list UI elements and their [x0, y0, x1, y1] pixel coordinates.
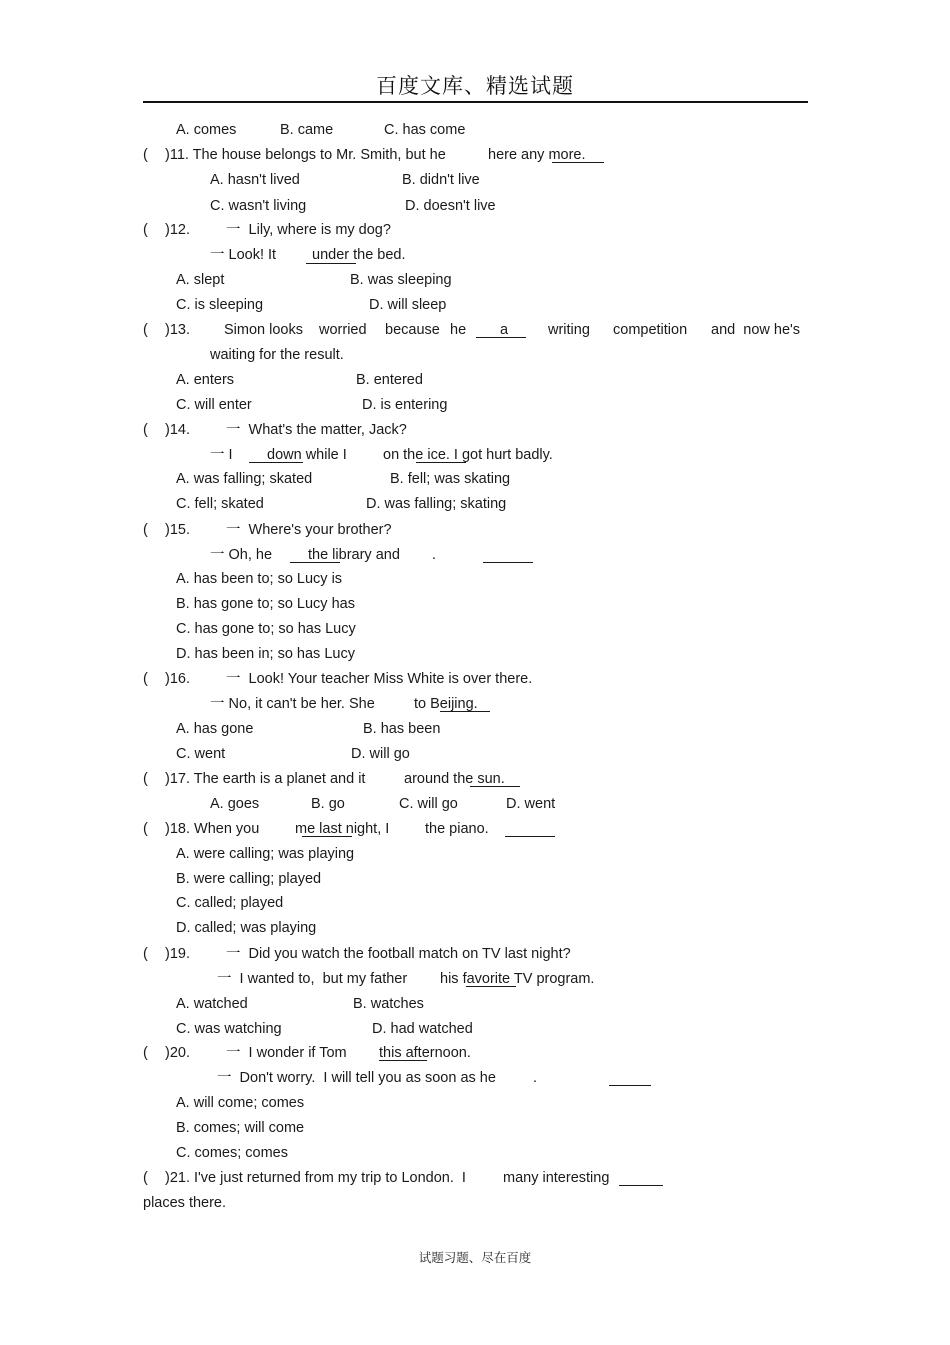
option-d: D. called; was playing [176, 920, 317, 936]
option-b: B. was sleeping [350, 272, 452, 288]
answer-blank [249, 462, 303, 463]
question-number: )20. [165, 1045, 190, 1061]
stem-word: and now he's [711, 322, 801, 338]
header-title: 百度文库、精选试题 [376, 74, 574, 98]
answer-blank [552, 162, 604, 163]
option-d: D. was falling; skating [366, 496, 507, 512]
question-number: )13. [165, 322, 190, 338]
option-b: B. entered [356, 372, 423, 388]
stem-word: competition [613, 322, 688, 338]
question-number: )12. [165, 222, 190, 238]
option-d: D. went [506, 796, 556, 812]
dialogue-line-2: 一 Oh, he [210, 547, 273, 563]
dialogue-line-2: 一 Look! It [210, 247, 277, 263]
question-stem-end: the piano. [425, 821, 489, 837]
question-stem: )18. When you [165, 821, 260, 837]
question-number: )15. [165, 522, 190, 538]
option-c: C. is sleeping [176, 297, 264, 313]
dialogue-line-2-end: on the ice. I got hurt badly. [383, 447, 553, 463]
answer-paren: ( [143, 147, 148, 163]
question-stem-mid: me last night, I [295, 821, 390, 837]
option-b: B. were calling; played [176, 871, 322, 887]
answer-paren: ( [143, 671, 148, 687]
dialogue-line-2-end: his favorite TV program. [440, 971, 595, 987]
option-d: D. will sleep [369, 297, 447, 313]
answer-blank [306, 263, 356, 264]
answer-paren: ( [143, 821, 148, 837]
option-a: A. has been to; so Lucy is [176, 571, 343, 587]
question-number: )16. [165, 671, 190, 687]
option-c: C. went [176, 746, 226, 762]
answer-paren: ( [143, 946, 148, 962]
option-c: C. will enter [176, 397, 252, 413]
stem-continuation: places there. [143, 1195, 227, 1211]
answer-blank [505, 836, 555, 837]
answer-paren: ( [143, 322, 148, 338]
question-stem: )17. The earth is a planet and it [165, 771, 366, 787]
header-divider [143, 101, 808, 103]
option-b: B. didn't live [402, 172, 480, 188]
dialogue-line-2-end: . [432, 547, 437, 563]
option-b: B. came [280, 122, 334, 138]
stem-word: because [385, 322, 440, 338]
option-c: C. was watching [176, 1021, 282, 1037]
answer-blank [379, 1060, 427, 1061]
answer-blank [619, 1185, 663, 1186]
dialogue-line-2-mid: the library and [308, 547, 400, 563]
question-stem-end: around the sun. [404, 771, 505, 787]
dialogue-line-1: 一 What's the matter, Jack? [226, 422, 407, 438]
answer-paren: ( [143, 522, 148, 538]
page-footer: 试题习题、尽在百度 [418, 1250, 532, 1265]
dialogue-line-1: 一 Look! Your teacher Miss White is over there. [226, 671, 533, 687]
option-a: A. were calling; was playing [176, 846, 355, 862]
dialogue-line-1: 一 Did you watch the football match on TV last night? [226, 946, 571, 962]
answer-blank [290, 562, 340, 563]
question-number: )14. [165, 422, 190, 438]
option-b: B. has been [363, 721, 441, 737]
question-stem-end: here any more. [488, 147, 586, 163]
answer-paren: ( [143, 422, 148, 438]
option-b: B. watches [353, 996, 424, 1012]
stem-word: worried [319, 322, 367, 338]
dialogue-line-1: 一 Where's your brother? [226, 522, 392, 538]
dialogue-line-2-mid: down while I [267, 447, 347, 463]
option-a: A. hasn't lived [210, 172, 300, 188]
answer-paren: ( [143, 222, 148, 238]
answer-paren: ( [143, 1170, 148, 1186]
option-c: C. fell; skated [176, 496, 264, 512]
option-d: D. has been in; so has Lucy [176, 646, 355, 662]
stem-word: writing [548, 322, 590, 338]
option-a: A. watched [176, 996, 248, 1012]
question-number: )19. [165, 946, 190, 962]
option-d: D. will go [351, 746, 410, 762]
stem-word: he [450, 322, 467, 338]
option-d: D. is entering [362, 397, 448, 413]
answer-blank [466, 986, 516, 987]
dialogue-line-2-end: under the bed. [312, 247, 406, 263]
answer-paren: ( [143, 1045, 148, 1061]
answer-blank [440, 711, 490, 712]
option-a: A. enters [176, 372, 235, 388]
dialogue-line-1: 一 I wonder if Tom [226, 1045, 347, 1061]
dialogue-line-1: 一 Lily, where is my dog? [226, 222, 391, 238]
dialogue-line-2: 一 No, it can't be her. She [210, 696, 375, 712]
answer-blank [476, 337, 526, 338]
option-a: A. was falling; skated [176, 471, 313, 487]
answer-paren: ( [143, 771, 148, 787]
option-a: A. will come; comes [176, 1095, 305, 1111]
option-c: C. wasn't living [210, 198, 307, 214]
dialogue-line-2: 一 I wanted to, but my father [217, 971, 408, 987]
option-b: B. fell; was skating [390, 471, 511, 487]
option-b: B. go [311, 796, 345, 812]
option-d: D. doesn't live [405, 198, 496, 214]
answer-blank [483, 562, 533, 563]
option-b: B. comes; will come [176, 1120, 305, 1136]
dialogue-line-2-end: to Beijing. [414, 696, 478, 712]
answer-blank [470, 786, 520, 787]
question-stem-mid: many interesting [503, 1170, 610, 1186]
option-a: A. slept [176, 272, 225, 288]
option-a: A. comes [176, 122, 237, 138]
option-a: A. goes [210, 796, 260, 812]
question-stem: )21. I've just returned from my trip to London. I [165, 1170, 466, 1186]
stem-continuation: waiting for the result. [210, 347, 344, 363]
dialogue-line-2-end: . [533, 1070, 538, 1086]
question-stem: )11. The house belongs to Mr. Smith, but he [165, 147, 446, 163]
stem-word: Simon looks [224, 322, 303, 338]
option-d: D. had watched [372, 1021, 473, 1037]
answer-blank [416, 462, 466, 463]
option-c: C. has gone to; so has Lucy [176, 621, 356, 637]
option-c: C. comes; comes [176, 1145, 288, 1161]
option-c: C. has come [384, 122, 466, 138]
answer-blank [302, 836, 352, 837]
answer-blank [609, 1085, 651, 1086]
dialogue-line-2: 一 I [210, 447, 233, 463]
option-b: B. has gone to; so Lucy has [176, 596, 355, 612]
option-c: C. will go [399, 796, 458, 812]
option-a: A. has gone [176, 721, 254, 737]
option-c: C. called; played [176, 895, 284, 911]
dialogue-line-1-end: this afternoon. [379, 1045, 471, 1061]
dialogue-line-2: 一 Don't worry. I will tell you as soon as he [217, 1070, 496, 1086]
stem-word: a [500, 322, 509, 338]
